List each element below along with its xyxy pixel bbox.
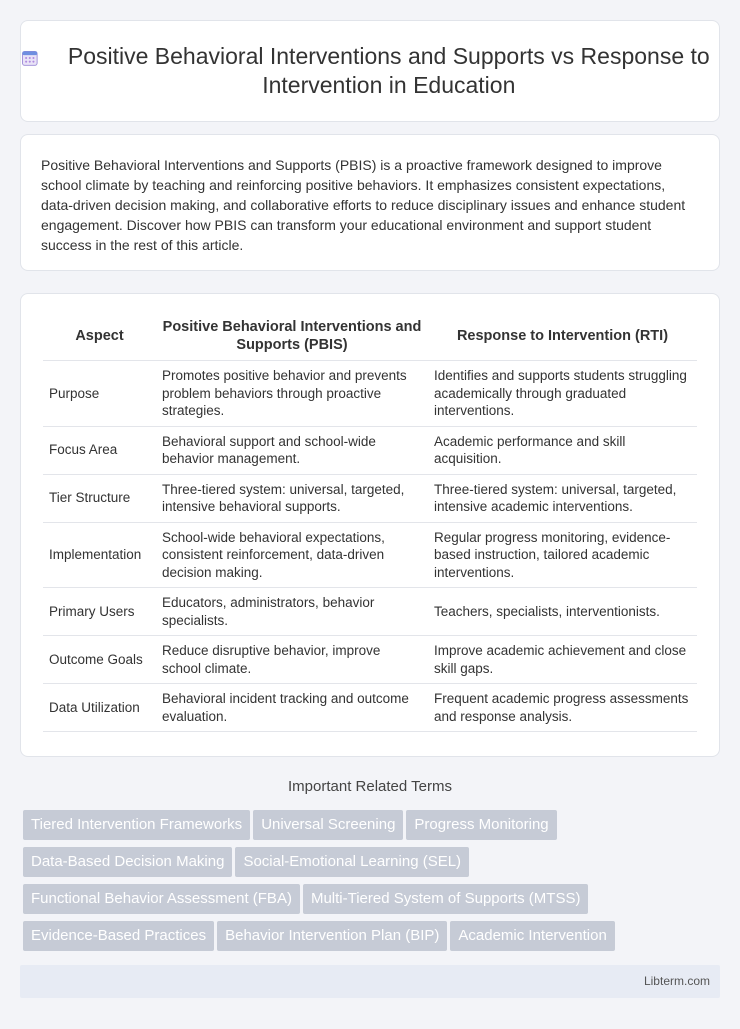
table-row	[43, 588, 697, 636]
table-row	[43, 684, 697, 732]
row-aspect: Focus Area	[43, 426, 156, 474]
row-rti: Regular progress monitoring, evidence-based instruction, tailored academic interventions.	[428, 522, 697, 588]
related-terms-list	[23, 810, 723, 958]
row-rti: Improve academic achievement and close skill gaps.	[428, 636, 697, 684]
row-pbis: Educators, administrators, behavior specialists.	[156, 588, 428, 636]
comparison-table	[43, 316, 697, 732]
footer-site-link[interactable]: Libterm.com	[643, 974, 710, 988]
related-term-tag[interactable]: Tiered Intervention Frameworks	[23, 810, 250, 840]
row-rti: Three-tiered system: universal, targeted, intensive academic interventions.	[428, 474, 697, 522]
row-aspect: Data Utilization	[43, 684, 156, 732]
row-rti: Identifies and supports students struggling academically through graduated interventions.	[428, 361, 697, 427]
related-term-tag[interactable]: Evidence-Based Practices	[23, 921, 214, 951]
row-pbis: Promotes positive behavior and prevents problem behaviors through proactive strategies.	[156, 361, 428, 427]
table-header-row	[43, 316, 697, 361]
row-pbis: School-wide behavioral expectations, consistent reinforcement, data-driven decision making.	[156, 522, 428, 588]
intro-card	[20, 134, 720, 271]
row-aspect: Primary Users	[43, 588, 156, 636]
row-aspect: Purpose	[43, 361, 156, 427]
intro-paragraph: Positive Behavioral Interventions and Supports (PBIS) is a proactive framework designed to improve school climate by teaching and reinforcing positive behaviors. It emphasizes consistent expectations, data-driven decision making, and collaborative efforts to reduce disciplinary issues and enhance student engagement. Discover how PBIS can transform your educational environment and support student success in the rest of this article.	[41, 157, 686, 253]
row-aspect: Outcome Goals	[43, 636, 156, 684]
related-term-tag[interactable]: Universal Screening	[253, 810, 403, 840]
header-rti: Response to Intervention (RTI)	[428, 316, 697, 361]
row-aspect: Implementation	[43, 522, 156, 588]
related-term-tag[interactable]: Social-Emotional Learning (SEL)	[235, 847, 469, 877]
title-card	[20, 20, 720, 122]
table-row	[43, 636, 697, 684]
calendar-grid-icon	[21, 46, 39, 70]
row-rti: Teachers, specialists, interventionists.	[428, 588, 697, 636]
row-rti: Frequent academic progress assessments and response analysis.	[428, 684, 697, 732]
table-row	[43, 474, 697, 522]
table-row	[43, 361, 697, 427]
row-aspect: Tier Structure	[43, 474, 156, 522]
row-rti: Academic performance and skill acquisition.	[428, 426, 697, 474]
title-wrap	[21, 42, 719, 100]
footer	[20, 965, 720, 998]
row-pbis: Reduce disruptive behavior, improve school climate.	[156, 636, 428, 684]
related-term-tag[interactable]: Academic Intervention	[450, 921, 614, 951]
table-row	[43, 522, 697, 588]
related-term-tag[interactable]: Functional Behavior Assessment (FBA)	[23, 884, 300, 914]
row-pbis: Three-tiered system: universal, targeted, intensive behavioral supports.	[156, 474, 428, 522]
related-term-tag[interactable]: Multi-Tiered System of Supports (MTSS)	[303, 884, 589, 914]
page-title: Positive Behavioral Interventions and Supports vs Response to Intervention in Education	[67, 43, 710, 98]
row-pbis: Behavioral incident tracking and outcome evaluation.	[156, 684, 428, 732]
related-term-tag[interactable]: Progress Monitoring	[406, 810, 556, 840]
related-term-tag[interactable]: Behavior Intervention Plan (BIP)	[217, 921, 447, 951]
related-terms-heading: Important Related Terms	[288, 778, 452, 795]
header-aspect: Aspect	[43, 316, 156, 361]
row-pbis: Behavioral support and school-wide behavior management.	[156, 426, 428, 474]
header-pbis: Positive Behavioral Interventions and Supports (PBIS)	[156, 316, 428, 361]
table-row	[43, 426, 697, 474]
related-term-tag[interactable]: Data-Based Decision Making	[23, 847, 232, 877]
comparison-card	[20, 293, 720, 757]
